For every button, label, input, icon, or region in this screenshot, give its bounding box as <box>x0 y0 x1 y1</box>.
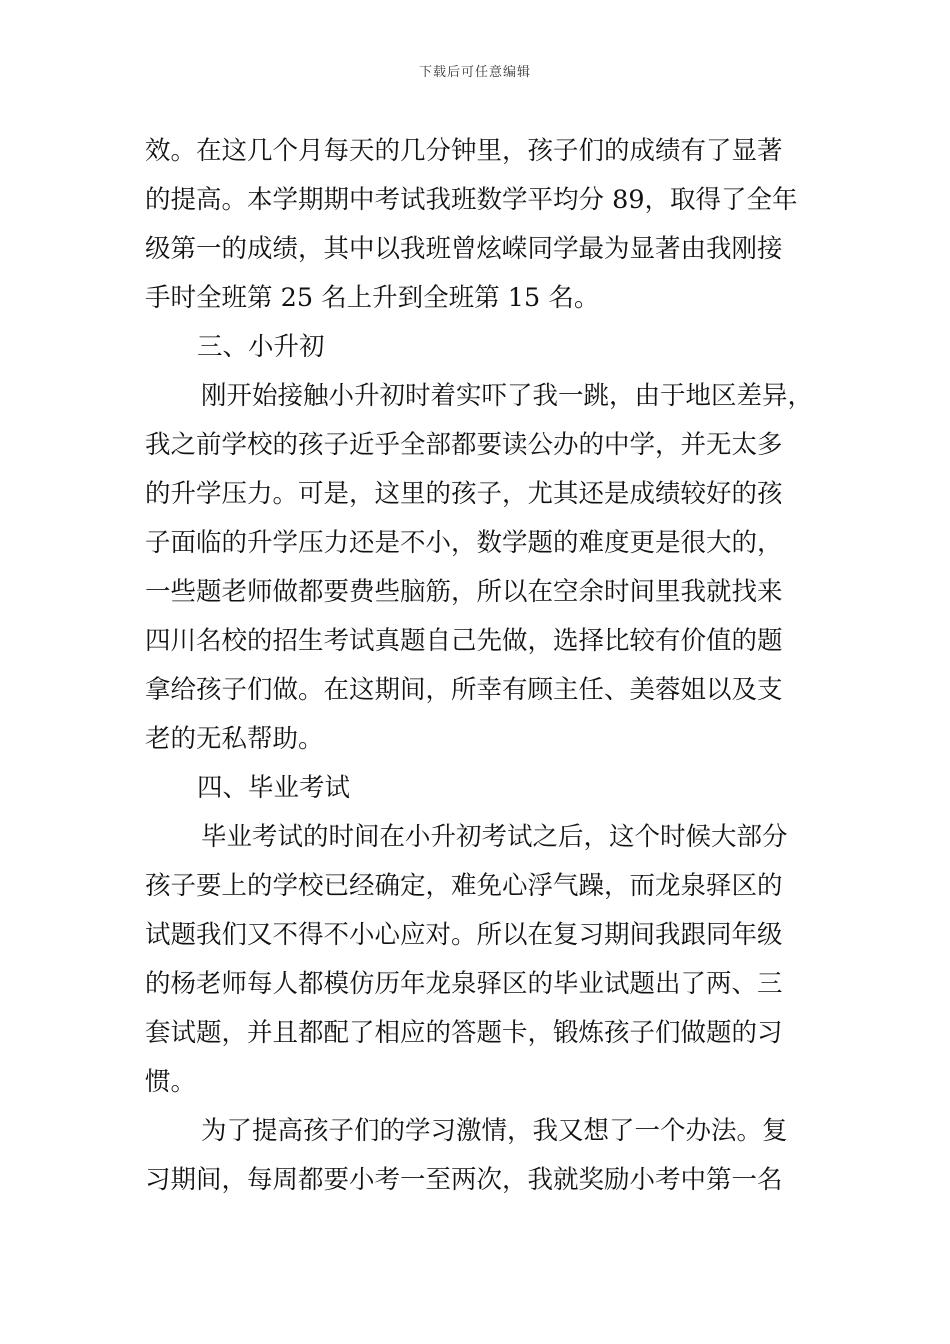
section-heading: 三、小升初 <box>197 332 325 362</box>
text-line: 惯。 <box>145 1067 197 1097</box>
text-line: 的杨老师每人都模仿历年龙泉驿区的毕业试题出了两、三 <box>145 969 783 999</box>
text-line: 效。在这几个月每天的几分钟里，孩子们的成绩有了显著 <box>145 136 783 166</box>
text-line: 四川名校的招生考试真题自己先做，选择比较有价值的题 <box>145 626 783 656</box>
text-line: 子面临的升学压力还是不小，数学题的难度更是很大的， <box>145 528 783 558</box>
body-text <box>145 127 817 1205</box>
text-line: 孩子要上的学校已经确定，难免心浮气躁，而龙泉驿区的 <box>145 871 783 901</box>
text-line: 刚开始接触小升初时着实吓了我一跳，由于地区差异， <box>201 381 814 411</box>
text-line: 一些题老师做都要费些脑筋，所以在空余时间里我就找来 <box>145 577 783 607</box>
text-line: 老的无私帮助。 <box>145 724 324 754</box>
text-line: 的升学压力。可是，这里的孩子，尤其还是成绩较好的孩 <box>145 479 783 509</box>
text-line: 毕业考试的时间在小升初考试之后，这个时候大部分 <box>201 822 788 852</box>
text-line: 习期间，每周都要小考一至两次，我就奖励小考中第一名 <box>145 1165 783 1195</box>
text-line: 拿给孩子们做。在这期间，所幸有顾主任、美蓉姐以及支 <box>145 675 783 705</box>
text-line: 手时全班第 25 名上升到全班第 15 名。 <box>145 283 600 313</box>
text-line: 套试题，并且都配了相应的答题卡，锻炼孩子们做题的习 <box>145 1018 783 1048</box>
text-line: 我之前学校的孩子近乎全部都要读公办的中学，并无太多 <box>145 430 783 460</box>
text-line: 的提高。本学期期中考试我班数学平均分 89，取得了全年 <box>145 185 798 215</box>
section-heading: 四、毕业考试 <box>197 773 351 803</box>
text-line: 级第一的成绩，其中以我班曾炫嵘同学最为显著由我刚接 <box>145 234 783 264</box>
text-line: 为了提高孩子们的学习激情，我又想了一个办法。复 <box>201 1116 788 1146</box>
text-line: 试题我们又不得不小心应对。所以在复习期间我跟同年级 <box>145 920 783 950</box>
page-header-note: 下载后可任意编辑 <box>418 65 531 80</box>
